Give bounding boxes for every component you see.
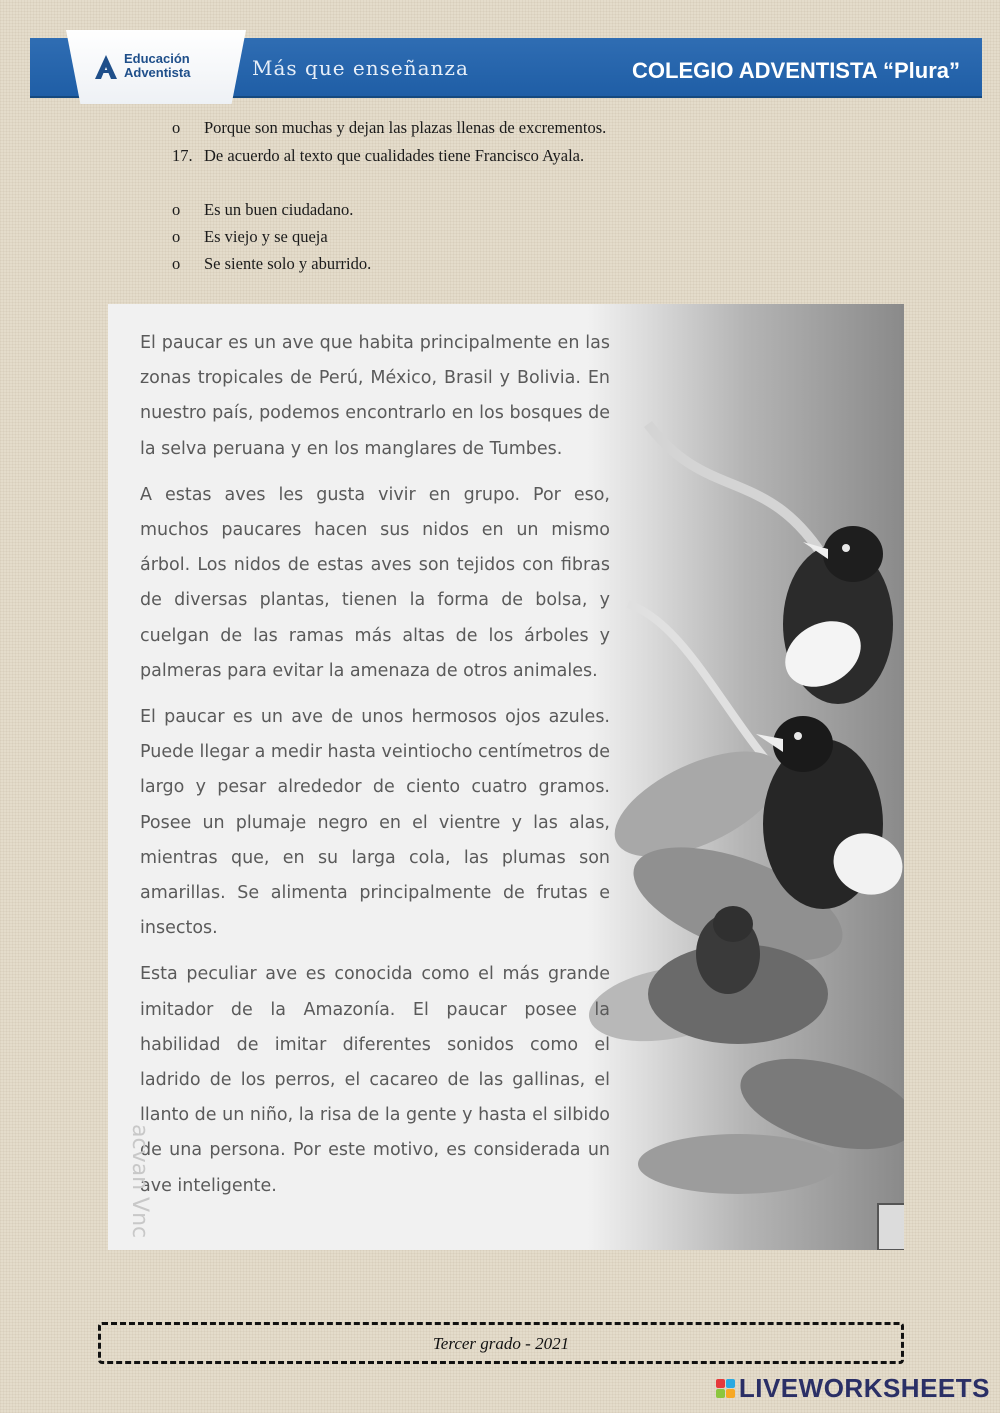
option-text: Porque son muchas y dejan las plazas llenas de excrementos. bbox=[204, 118, 607, 137]
adventist-logo-icon bbox=[94, 54, 118, 80]
paucar-birds-photo bbox=[588, 304, 904, 1250]
liveworksheets-text: LIVEWORKSHEETS bbox=[738, 1372, 990, 1403]
option-bullet: o bbox=[172, 118, 181, 137]
faded-watermark: acvan Vnc bbox=[127, 1124, 152, 1239]
reading-paragraph: Esta peculiar ave es conocida como el más grande imitador de la Amazonía. El paucar posee la habilidad de imitar diferentes sonidos como el ladrido de los perros, el cacareo de las gallinas, el llanto de un niño, la risa de la gente y hasta el silbido de una persona. Por este motivo, es considerada un ave inteligente. bbox=[140, 964, 610, 1196]
logo-text bbox=[124, 52, 190, 80]
tagline: Más que enseñanza bbox=[252, 56, 469, 80]
footer-box bbox=[98, 1322, 904, 1364]
reading-paragraph: A estas aves les gusta vivir en grupo. Por eso, muchos paucares hacen sus nidos en un mismo árbol. Los nidos de estas aves son tejidos con fibras de diversas plantas, tienen la forma de bolsa, y cuelgan de las ramas más altas de los árboles y palmeras para evitar la amenaza de otros animales. bbox=[140, 484, 610, 681]
logo-line-2: Adventista bbox=[124, 65, 191, 80]
option-text: Es un buen ciudadano. bbox=[204, 200, 354, 219]
reading-passage bbox=[108, 304, 904, 1250]
logo-line-1: Educación bbox=[124, 51, 190, 66]
option-bullet: o bbox=[172, 254, 181, 273]
reading-paragraph: El paucar es un ave que habita principalmente en las zonas tropicales de Perú, México, Brasil y Bolivia. En nuestro país, podemos encontrarlo en los bosques de la selva peruana y en los manglares de Tumbes. bbox=[140, 333, 610, 459]
liveworksheets-icon bbox=[716, 1379, 735, 1398]
option-text: Se siente solo y aburrido. bbox=[204, 254, 372, 273]
liveworksheets-logo[interactable] bbox=[716, 1373, 990, 1403]
option-bullet: o bbox=[172, 227, 181, 246]
question-number: 17. bbox=[172, 146, 193, 165]
footer-text: Tercer grado - 2021 bbox=[432, 1334, 570, 1353]
school-name: COLEGIO ADVENTISTA “Plura” bbox=[632, 58, 960, 83]
question-text: De acuerdo al texto que cualidades tiene Francisco Ayala. bbox=[204, 146, 585, 165]
option-text: Es viejo y se queja bbox=[204, 227, 328, 246]
birds-illustration bbox=[588, 304, 904, 1250]
reading-paragraph: El paucar es un ave de unos hermosos ojos azules. Puede llegar a medir hasta veintiocho centímetros de largo y pesar alrededor de ciento cuatro gramos. Posee un plumaje negro en el vientre y las alas, mientras que, en su larga cola, las plumas son amarillas. Se alimenta principalmente de frutas e insectos. bbox=[140, 707, 610, 939]
reading-text bbox=[140, 326, 610, 1215]
option-bullet: o bbox=[172, 200, 181, 219]
